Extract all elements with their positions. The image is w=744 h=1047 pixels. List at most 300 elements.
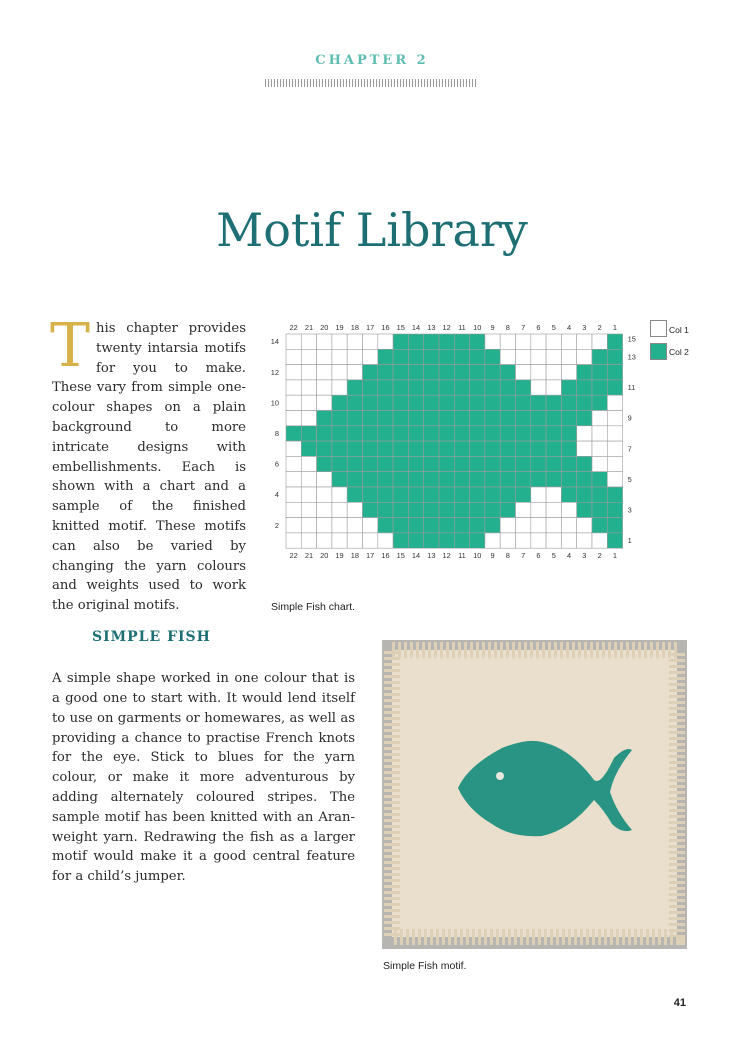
chart-cell [561, 502, 576, 517]
chart-column-label-top: 5 [551, 323, 556, 332]
chart-cell [470, 472, 485, 487]
chart-column-label-bottom: 7 [521, 551, 526, 561]
chart-cell [531, 395, 546, 410]
chart-cell [424, 380, 439, 395]
chart-cell [363, 395, 378, 410]
chart-row-label-right: 5 [627, 474, 632, 484]
chart-cell [408, 533, 423, 548]
chart-cell [317, 380, 332, 395]
chart-cell [363, 380, 378, 395]
chart-column-label-top: 11 [458, 323, 466, 332]
chart-cell [607, 533, 622, 548]
chart-cell [347, 426, 362, 441]
chart-cell [531, 411, 546, 426]
chart-cell [393, 456, 408, 471]
chart-cell [424, 487, 439, 502]
chart-column-label-top: 16 [381, 323, 390, 332]
chart-column-label-top: 2 [597, 323, 602, 332]
chart-cell [363, 502, 378, 517]
chart-cell [561, 533, 576, 548]
chart-cell [378, 456, 393, 471]
chart-column-label-bottom: 16 [381, 551, 390, 561]
chart-cell [592, 349, 607, 364]
chart-cell [454, 441, 469, 456]
chart-cell [332, 380, 347, 395]
chart-cell [531, 518, 546, 533]
chart-row-label-left: 6 [274, 459, 279, 469]
chart-cell [577, 441, 592, 456]
chart-column-label-bottom: 12 [442, 551, 451, 561]
chart-cell [378, 518, 393, 533]
chart-cell [561, 472, 576, 487]
chart-column-label-top: 17 [366, 323, 375, 332]
chart-cell [500, 472, 515, 487]
chart-cell [347, 441, 362, 456]
chart-cell [531, 380, 546, 395]
chart-cell [546, 456, 561, 471]
chart-cell [592, 502, 607, 517]
chart-cell [485, 426, 500, 441]
chart-cell [531, 426, 546, 441]
chart-cell [286, 395, 301, 410]
chart-cell [439, 334, 454, 349]
chart-cell [439, 502, 454, 517]
chart-cell [516, 518, 531, 533]
chart-cell [286, 533, 301, 548]
chart-cell [531, 533, 546, 548]
chart-cell [592, 380, 607, 395]
chart-cell [531, 349, 546, 364]
chart-cell [301, 533, 316, 548]
chart-cell [332, 456, 347, 471]
chart-cell [454, 349, 469, 364]
chart-cell [546, 533, 561, 548]
chart-cell [317, 502, 332, 517]
chart-cell [607, 334, 622, 349]
chart-cell [546, 411, 561, 426]
chart-cell [286, 380, 301, 395]
chart-cell [332, 349, 347, 364]
chart-cell [439, 411, 454, 426]
legend-label-col1: Col 1 [669, 325, 689, 335]
chart-cell [424, 365, 439, 380]
chart-cell [592, 456, 607, 471]
chart-cell [424, 426, 439, 441]
chart-cell [317, 365, 332, 380]
chart-cell [408, 380, 423, 395]
chart-cell [408, 334, 423, 349]
chart-cell [424, 502, 439, 517]
chart-cell [577, 426, 592, 441]
chart-cell [546, 334, 561, 349]
chart-cell [485, 472, 500, 487]
chart-cell [378, 441, 393, 456]
page-title: Motif Library [216, 202, 528, 257]
chart-cell [286, 349, 301, 364]
chart-cell [301, 365, 316, 380]
chart-cell [531, 472, 546, 487]
chart-column-label-bottom: 17 [366, 551, 375, 561]
chart-cell [607, 472, 622, 487]
photo-caption: Simple Fish motif. [383, 960, 467, 972]
chart-cell [470, 502, 485, 517]
chapter-divider [265, 79, 477, 87]
chart-cell [393, 441, 408, 456]
chart-column-label-top: 8 [505, 323, 510, 332]
chart-cell [439, 472, 454, 487]
chart-cell [516, 411, 531, 426]
chart-cell [470, 365, 485, 380]
chart-cell [347, 334, 362, 349]
chart-cell [500, 456, 515, 471]
chart-cell [332, 472, 347, 487]
chart-cell [516, 487, 531, 502]
chart-row-label-left: 12 [270, 367, 279, 377]
chart-cell [363, 533, 378, 548]
chart-cell [286, 518, 301, 533]
chart-cell [393, 334, 408, 349]
chart-cell [408, 395, 423, 410]
chart-cell [592, 334, 607, 349]
chart-cell [393, 349, 408, 364]
chart-cell [531, 487, 546, 502]
chart-column-label-top: 20 [320, 323, 329, 332]
chart-cell [347, 487, 362, 502]
chart-cell [500, 441, 515, 456]
chart-cell [531, 456, 546, 471]
chart-cell [561, 411, 576, 426]
chart-cell [546, 380, 561, 395]
chart-cell [317, 472, 332, 487]
chart-column-label-bottom: 5 [551, 551, 556, 561]
chart-cell [577, 472, 592, 487]
chart-cell [531, 502, 546, 517]
chart-row-label-right: 11 [627, 383, 636, 393]
chart-cell [424, 441, 439, 456]
chart-column-label-bottom: 2 [597, 551, 602, 561]
chart-cell [607, 426, 622, 441]
legend-swatch-col2 [650, 343, 667, 360]
chart-column-label-bottom: 20 [320, 551, 329, 561]
chart-cell [516, 365, 531, 380]
drop-cap: T [50, 311, 91, 381]
chart-cell [470, 426, 485, 441]
chart-cell [516, 472, 531, 487]
chart-cell [363, 365, 378, 380]
chart-cell [378, 380, 393, 395]
chart-cell [363, 334, 378, 349]
chart-cell [485, 456, 500, 471]
chart-cell [485, 441, 500, 456]
chart-column-label-bottom: 11 [458, 551, 466, 561]
chart-cell [332, 533, 347, 548]
chart-cell [439, 365, 454, 380]
chart-cell [516, 533, 531, 548]
chart-cell [546, 487, 561, 502]
chart-cell [317, 334, 332, 349]
chart-cell [546, 365, 561, 380]
chart-column-label-bottom: 3 [582, 551, 587, 561]
chart-cell [592, 395, 607, 410]
chart-row-label-right: 9 [627, 413, 632, 423]
chart-cell [363, 426, 378, 441]
chart-cell [408, 441, 423, 456]
chart-cell [378, 426, 393, 441]
chart-cell [561, 349, 576, 364]
chart-cell [454, 334, 469, 349]
chart-cell [592, 487, 607, 502]
chart-cell [470, 487, 485, 502]
chart-cell [500, 518, 515, 533]
chart-cell [607, 411, 622, 426]
chart-cell [592, 518, 607, 533]
chart-cell [332, 411, 347, 426]
chart-cell [439, 456, 454, 471]
chart-cell [301, 441, 316, 456]
chart-cell [408, 518, 423, 533]
chart-cell [607, 502, 622, 517]
chart-column-label-bottom: 4 [566, 551, 572, 561]
chart-cell [500, 380, 515, 395]
chart-cell [485, 487, 500, 502]
chart-cell [378, 395, 393, 410]
chart-cell [561, 487, 576, 502]
chart-cell [317, 426, 332, 441]
chart-cell [347, 395, 362, 410]
chart-cell [454, 395, 469, 410]
chart-cell [470, 334, 485, 349]
chart-column-label-top: 10 [473, 323, 482, 332]
chart-cell [408, 472, 423, 487]
chart-cell [577, 411, 592, 426]
chart-cell [286, 365, 301, 380]
chart-cell [546, 426, 561, 441]
legend-swatch-col1 [650, 320, 667, 337]
chart-cell [577, 533, 592, 548]
chart-column-label-top: 14 [411, 323, 421, 332]
chart-cell [439, 487, 454, 502]
chart-cell [408, 456, 423, 471]
chart-cell [500, 365, 515, 380]
chart-cell [317, 456, 332, 471]
chart-cell [424, 395, 439, 410]
chart-cell [577, 334, 592, 349]
chart-cell [286, 441, 301, 456]
chart-column-label-bottom: 1 [612, 551, 618, 561]
chart-cell [286, 426, 301, 441]
chart-cell [485, 518, 500, 533]
chart-cell [470, 349, 485, 364]
chart-cell [393, 426, 408, 441]
chart-cell [561, 334, 576, 349]
chart-cell [393, 395, 408, 410]
chart-cell [561, 456, 576, 471]
chart-cell [424, 349, 439, 364]
chart-column-label-top: 15 [396, 323, 405, 332]
chart-cell [454, 518, 469, 533]
chart-cell [561, 365, 576, 380]
chart-cell [470, 441, 485, 456]
section-body: A simple shape worked in one colour that is a good one to start with. It would lend itself to use on garments or homewares, as well as providing a chance to practise French knots for the eye. Stick to blues for the yarn colour, or make it more adventurous by adding alternately coloured stripes. The sample motif has been knitted with an Aran-weight yarn. Redrawing the fish as a larger motif would make it a good central feature for a child’s jumper. [52, 671, 355, 885]
chart-cell [424, 334, 439, 349]
chart-cell [301, 426, 316, 441]
chart-cell [470, 518, 485, 533]
chart-cell [577, 487, 592, 502]
chart-cell [516, 456, 531, 471]
chart-cell [439, 533, 454, 548]
chart-cell [592, 533, 607, 548]
chart-row-label-left: 14 [270, 337, 279, 347]
chart-cell [286, 487, 301, 502]
chart-cell [607, 456, 622, 471]
chart-cell [577, 518, 592, 533]
chart-cell [592, 411, 607, 426]
chart-column-label-top: 22 [289, 323, 298, 332]
chart-column-label-bottom: 18 [350, 551, 359, 561]
chart-cell [531, 365, 546, 380]
chart-column-label-bottom: 9 [490, 551, 495, 561]
chart-column-label-bottom: 13 [427, 551, 436, 561]
chart-cell [454, 380, 469, 395]
fish-chart [262, 317, 642, 581]
chart-cell [607, 349, 622, 364]
chart-cell [378, 411, 393, 426]
chart-cell [454, 533, 469, 548]
chart-row-label-right: 13 [627, 352, 636, 362]
chart-column-label-top: 18 [350, 323, 359, 332]
chart-column-label-bottom: 14 [411, 551, 421, 561]
chart-cell [592, 365, 607, 380]
chart-cell [301, 380, 316, 395]
chart-cell [577, 502, 592, 517]
chart-cell [347, 349, 362, 364]
chart-cell [454, 472, 469, 487]
chart-column-label-bottom: 10 [473, 551, 482, 561]
page-number: 41 [673, 997, 686, 1009]
chart-cell [607, 487, 622, 502]
chart-cell [546, 518, 561, 533]
chart-cell [378, 472, 393, 487]
chart-cell [408, 487, 423, 502]
chart-cell [347, 502, 362, 517]
chart-caption: Simple Fish chart. [271, 601, 356, 613]
chart-column-label-top: 4 [566, 323, 572, 332]
chart-row-label-left: 2 [274, 520, 279, 530]
chart-column-label-bottom: 6 [536, 551, 541, 561]
chart-cell [332, 334, 347, 349]
chart-column-label-top: 9 [490, 323, 495, 332]
chart-cell [378, 349, 393, 364]
chart-cell [607, 365, 622, 380]
chart-cell [454, 502, 469, 517]
chart-row-label-left: 4 [274, 490, 279, 500]
chapter-label: CHAPTER 2 [315, 53, 429, 68]
chart-cell [317, 518, 332, 533]
chart-column-label-top: 1 [612, 323, 618, 332]
chart-cell [546, 395, 561, 410]
chart-cell [516, 502, 531, 517]
chart-cell [393, 411, 408, 426]
chart-column-label-bottom: 22 [289, 551, 298, 561]
chart-cell [393, 533, 408, 548]
chart-cell [301, 487, 316, 502]
chart-cell [454, 426, 469, 441]
chart-cell [485, 365, 500, 380]
chart-cell [347, 411, 362, 426]
chart-cell [607, 380, 622, 395]
chart-cell [516, 441, 531, 456]
chart-cell [561, 441, 576, 456]
intro-paragraph [50, 311, 246, 616]
chart-cell [286, 456, 301, 471]
chart-cell [301, 502, 316, 517]
chart-cell [424, 533, 439, 548]
chart-cell [577, 349, 592, 364]
chart-row-label-right: 7 [627, 444, 632, 454]
chart-cell [347, 533, 362, 548]
chart-column-label-top: 7 [521, 323, 526, 332]
chart-cell [347, 456, 362, 471]
chart-cell [408, 411, 423, 426]
chart-cell [347, 472, 362, 487]
chart-cell [378, 533, 393, 548]
chart-cell [408, 349, 423, 364]
chart-cell [577, 380, 592, 395]
fish-motif-photo [382, 640, 687, 949]
chart-cell [561, 380, 576, 395]
chart-cell [454, 411, 469, 426]
chart-cell [408, 502, 423, 517]
chart-column-label-top: 13 [427, 323, 436, 332]
chart-cell [470, 411, 485, 426]
legend-label-col2: Col 2 [669, 347, 689, 357]
chart-cell [485, 349, 500, 364]
chart-cell [439, 426, 454, 441]
chart-column-label-bottom: 15 [396, 551, 405, 561]
chart-cell [439, 349, 454, 364]
chart-cell [500, 334, 515, 349]
chart-column-label-bottom: 21 [304, 551, 314, 561]
chart-cell [561, 426, 576, 441]
chart-cell [424, 411, 439, 426]
chart-cell [485, 334, 500, 349]
chart-cell [378, 487, 393, 502]
chart-cell [516, 395, 531, 410]
fish-eye [496, 772, 504, 780]
chart-cell [546, 349, 561, 364]
chart-cell [317, 441, 332, 456]
chart-cell [408, 426, 423, 441]
chart-cell [363, 456, 378, 471]
chart-cell [393, 472, 408, 487]
chart-cell [301, 395, 316, 410]
chart-cell [347, 518, 362, 533]
chart-row-label-left: 8 [274, 428, 279, 438]
chart-cell [485, 533, 500, 548]
chart-column-label-top: 3 [582, 323, 587, 332]
chart-cell [332, 426, 347, 441]
chart-cell [500, 487, 515, 502]
chart-cell [439, 518, 454, 533]
chart-cell [470, 380, 485, 395]
chart-cell [546, 472, 561, 487]
chart-cell [500, 395, 515, 410]
chart-cell [347, 365, 362, 380]
chart-cell [317, 411, 332, 426]
chart-cell [332, 487, 347, 502]
chart-cell [332, 502, 347, 517]
intro-text: his chapter provides twenty intarsia motifs for you to make. These vary from simple one-colour shapes on a plain background to more intricate designs with embellishments. Each is shown with a chart and a sample of the finished knitted motif. These motifs can also be varied by changing the yarn colours and weights used to work the original motifs. [52, 321, 246, 614]
